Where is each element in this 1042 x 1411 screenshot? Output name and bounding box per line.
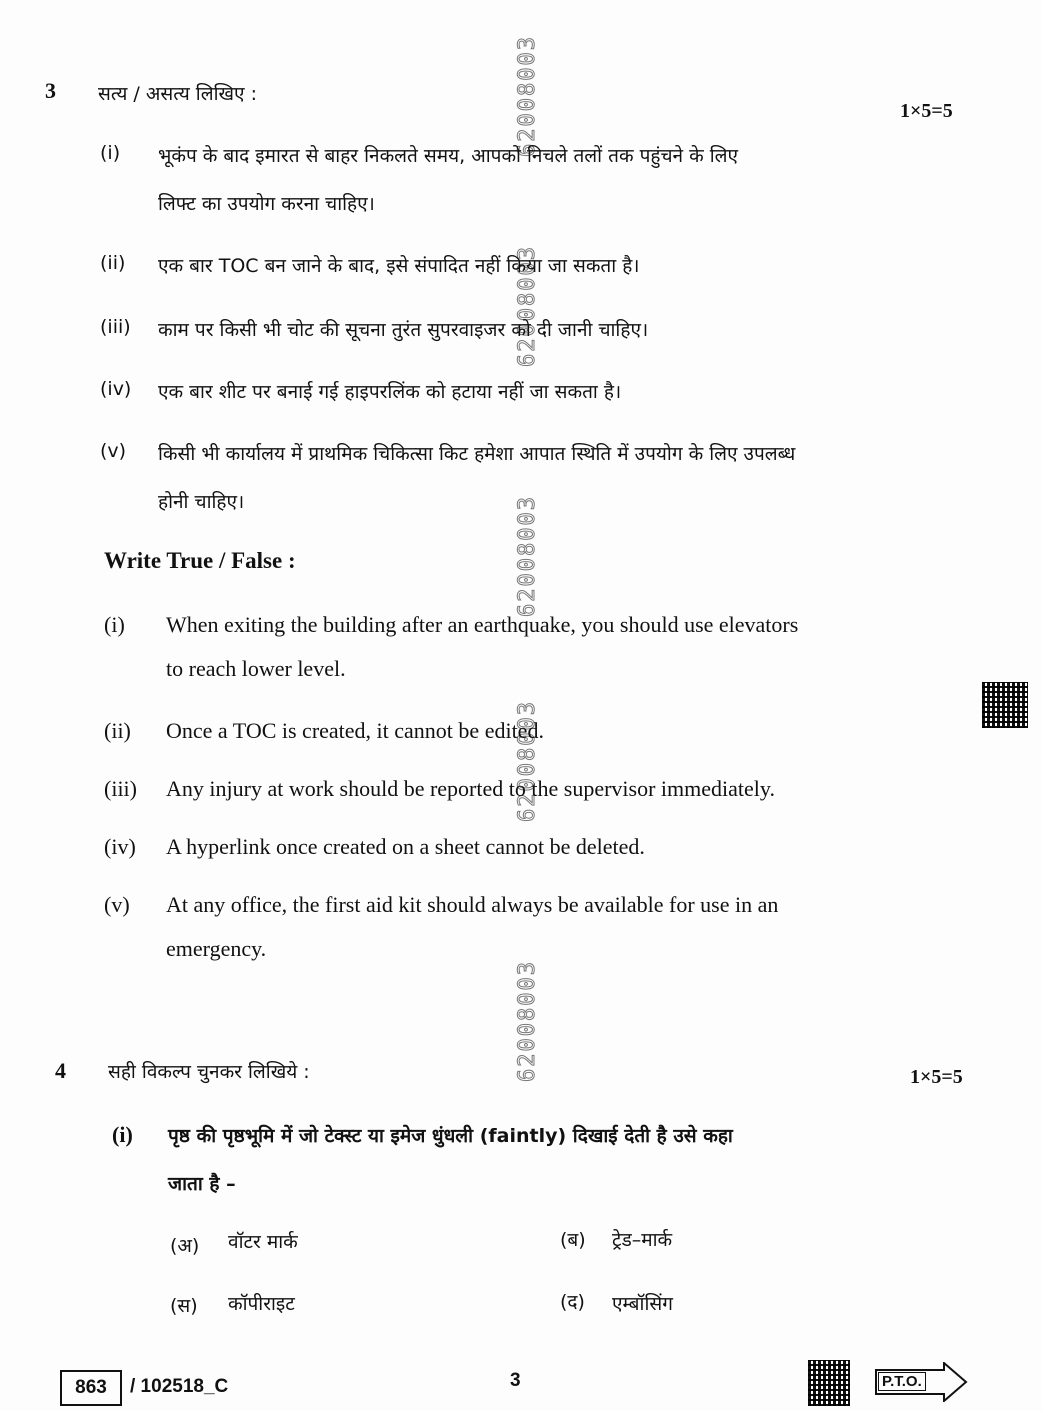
question-title: सही विकल्प चुनकर लिखिये : — [108, 1061, 310, 1083]
watermark: 62008003 — [515, 245, 540, 367]
option-label: (ब) — [560, 1229, 586, 1251]
item-line: होनी चाहिए। — [158, 491, 245, 513]
option-text: एम्बॉसिंग — [612, 1293, 673, 1315]
page-number: 3 — [510, 1370, 521, 1391]
item-line: भूकंप के बाद इमारत से बाहर निकलते समय, आपको निचले तलों तक पहुंचने के लिए — [158, 145, 739, 167]
item-line: एक बार TOC बन जाने के बाद, इसे संपादित नहीं किया जा सकता है। — [158, 255, 640, 277]
item-label: (iii) — [104, 776, 137, 801]
question-title: सत्य / असत्य लिखिए : — [98, 83, 257, 105]
item-label: (iv) — [100, 378, 132, 400]
barcode-icon — [808, 1360, 850, 1406]
watermark: 62008003 — [515, 35, 540, 157]
marks: 1×5=5 — [900, 100, 953, 122]
item-line: पृष्ठ की पृष्ठभूमि में जो टेक्स्ट या इमेज धुंधली (faintly) दिखाई देती है उसे कहा — [168, 1125, 733, 1147]
item-label: (i) — [104, 612, 125, 637]
option-label: (द) — [560, 1291, 585, 1313]
paper-code: / 102518_C — [130, 1376, 229, 1397]
item-line: लिफ्ट का उपयोग करना चाहिए। — [158, 193, 375, 215]
item-label: (iii) — [100, 316, 131, 338]
item-line: A hyperlink once created on a sheet cannot be deleted. — [166, 834, 645, 859]
watermark: 62008003 — [515, 700, 540, 822]
option-label: (स) — [170, 1295, 198, 1317]
item-line: to reach lower level. — [166, 656, 346, 681]
item-line: Once a TOC is created, it cannot be edited. — [166, 718, 544, 743]
watermark: 62008003 — [515, 960, 540, 1082]
subject-code: 863 — [60, 1370, 122, 1406]
item-line: एक बार शीट पर बनाई गई हाइपरलिंक को हटाया नहीं जा सकता है। — [158, 381, 622, 403]
pto-label: P.T.O. — [878, 1372, 926, 1391]
item-label: (v) — [100, 440, 127, 462]
item-label: (ii) — [100, 252, 126, 274]
item-line: emergency. — [166, 936, 267, 961]
watermark: 62008003 — [515, 495, 540, 617]
item-line: At any office, the first aid kit should always be available for use in an — [166, 892, 779, 917]
item-label: (i) — [112, 1122, 133, 1147]
option-label: (अ) — [170, 1235, 200, 1257]
qr-code-icon — [982, 682, 1028, 728]
item-label: (v) — [104, 892, 130, 917]
item-line: काम पर किसी भी चोट की सूचना तुरंत सुपरवाइजर को दी जानी चाहिए। — [158, 319, 649, 341]
option-text: कॉपीराइट — [228, 1293, 295, 1315]
section-title: Write True / False : — [104, 548, 296, 573]
item-line: किसी भी कार्यालय में प्राथमिक चिकित्सा किट हमेशा आपात स्थिति में उपयोग के लिए उपलब्ध — [158, 443, 796, 465]
option-text: ट्रेड–मार्क — [612, 1229, 673, 1251]
item-line: Any injury at work should be reported to the supervisor immediately. — [166, 776, 775, 801]
item-label: (ii) — [104, 718, 131, 743]
question-number: 4 — [55, 1058, 66, 1083]
item-line: जाता है – — [168, 1173, 236, 1195]
question-number: 3 — [45, 78, 56, 103]
option-text: वॉटर मार्क — [228, 1231, 298, 1253]
item-label: (iv) — [104, 834, 136, 859]
item-line: When exiting the building after an earthquake, you should use elevators — [166, 612, 799, 637]
marks: 1×5=5 — [910, 1066, 963, 1088]
item-label: (i) — [100, 142, 121, 164]
pto-arrow-icon — [874, 1362, 969, 1402]
